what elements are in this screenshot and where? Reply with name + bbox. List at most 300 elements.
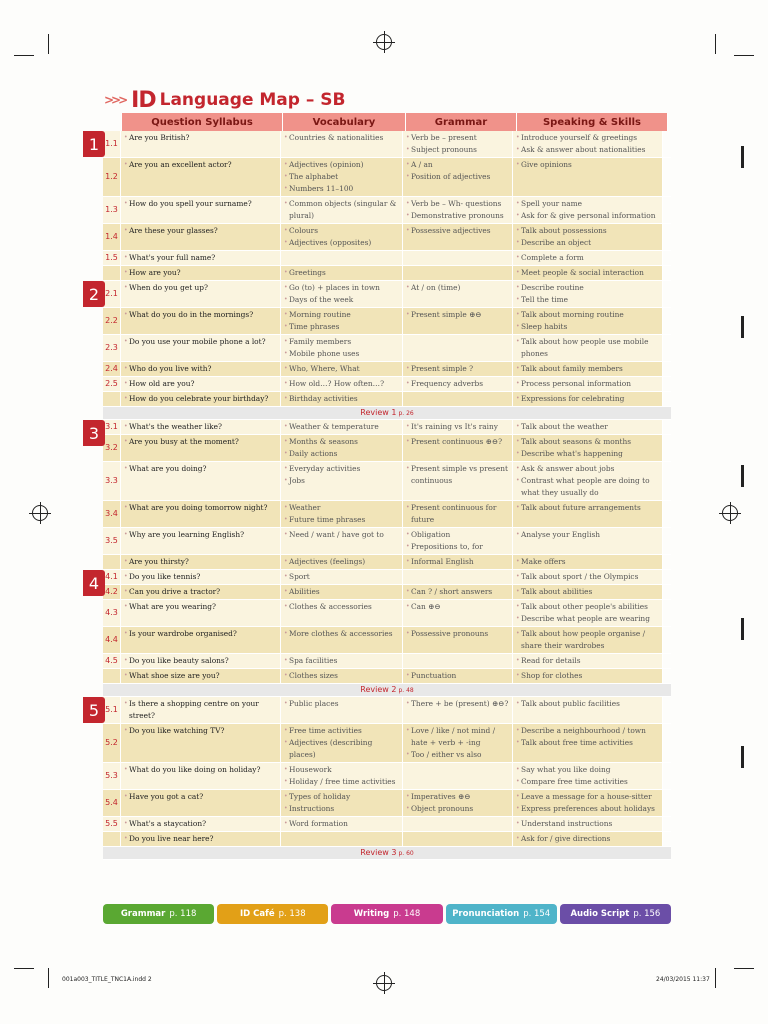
crop-mark [48, 34, 49, 54]
footer-link-writing[interactable] [331, 904, 442, 924]
cell-item: • Describe a neighbourhood / town [516, 725, 659, 737]
question-cell [121, 600, 281, 626]
lesson-number: 2.1 [103, 281, 121, 307]
registration-mark-icon [32, 505, 48, 521]
skills-cell [513, 654, 663, 668]
cell-item: • Months & seasons [284, 436, 399, 448]
table-row [103, 832, 671, 847]
cell-item: • Who, Where, What [284, 363, 399, 375]
vocabulary-cell [281, 224, 403, 250]
table-header [103, 113, 671, 131]
cell-item: • Why are you learning English? [124, 529, 277, 541]
cell-item: • There + be (present) ⊕⊖? [406, 698, 509, 710]
table-row [103, 654, 671, 669]
header-question-syllabus: Question Syllabus [122, 113, 283, 131]
question-cell [121, 224, 281, 250]
skills-cell [513, 281, 663, 307]
lesson-number: 5.1 [103, 697, 121, 723]
question-cell [121, 763, 281, 789]
skills-cell [513, 251, 663, 265]
grammar-cell [403, 435, 513, 461]
table-row [103, 570, 671, 585]
page-title [104, 86, 346, 114]
table-row [103, 377, 671, 392]
cell-item: • Talk about how people organise / share their wardrobes [516, 628, 659, 652]
skills-cell [513, 501, 663, 527]
table-row [103, 600, 671, 627]
cell-item: • Word formation [284, 818, 399, 830]
cell-item: • What do you like doing on holiday? [124, 764, 277, 776]
cell-item: • Do you use your mobile phone a lot? [124, 336, 277, 348]
question-cell [121, 501, 281, 527]
lesson-number: 5.2 [103, 724, 121, 762]
cell-item: • What's your full name? [124, 252, 277, 264]
cell-item: • Verb be – Wh- questions [406, 198, 509, 210]
cell-item: • Is your wardrobe organised? [124, 628, 277, 640]
cell-item: • Describe what people are wearing [516, 613, 659, 625]
grammar-cell [403, 335, 513, 361]
crop-mark [14, 968, 34, 969]
registration-mark-icon [376, 975, 392, 991]
skills-cell [513, 790, 663, 816]
grammar-cell [403, 251, 513, 265]
cell-item: • Housework [284, 764, 399, 776]
lesson-number: 1.2 [103, 158, 121, 196]
cell-item: • Possessive adjectives [406, 225, 509, 237]
vocabulary-cell [281, 420, 403, 434]
cell-item: • Contrast what people are doing to what they usually do [516, 475, 659, 499]
skills-cell [513, 585, 663, 599]
cell-item: • What's the weather like? [124, 421, 277, 433]
vocabulary-cell [281, 308, 403, 334]
cell-item: • Ask & answer about nationalities [516, 144, 659, 156]
unit-badge: 2 [83, 281, 105, 307]
vocabulary-cell [281, 627, 403, 653]
grammar-cell [403, 763, 513, 789]
grammar-cell [403, 501, 513, 527]
question-cell [121, 420, 281, 434]
footer-link-label: Pronunciation [452, 909, 520, 919]
vocabulary-cell [281, 570, 403, 584]
grammar-cell [403, 377, 513, 391]
review-row [103, 684, 671, 697]
question-cell [121, 435, 281, 461]
grammar-cell [403, 600, 513, 626]
vocabulary-cell [281, 555, 403, 569]
lesson-number: 4.3 [103, 600, 121, 626]
cell-item: • Talk about other people's abilities [516, 601, 659, 613]
cell-item: • Expressions for celebrating [516, 393, 659, 405]
skills-cell [513, 158, 663, 196]
skills-cell [513, 266, 663, 280]
cell-item: • How are you? [124, 267, 277, 279]
cell-item: • Meet people & social interaction [516, 267, 659, 279]
cell-item: • Verb be – present [406, 132, 509, 144]
question-cell [121, 362, 281, 376]
cell-item: • How do you celebrate your birthday? [124, 393, 277, 405]
cell-item: • Ask for & give personal information [516, 210, 659, 222]
lesson-number: 4.4 [103, 627, 121, 653]
review-page: p. 60 [398, 850, 414, 857]
cell-item: • Is there a shopping centre on your street? [124, 698, 277, 722]
lesson-number: 2.4 [103, 362, 121, 376]
lesson-number: 1.3 [103, 197, 121, 223]
footer-link-label: Writing [353, 909, 390, 919]
crop-mark [734, 55, 754, 56]
question-cell [121, 251, 281, 265]
skills-cell [513, 197, 663, 223]
cell-item: • Talk about family members [516, 363, 659, 375]
grammar-cell [403, 362, 513, 376]
cell-item: • Time phrases [284, 321, 399, 333]
cell-item: • Analyse your English [516, 529, 659, 541]
cell-item: • Talk about morning routine [516, 309, 659, 321]
skills-cell [513, 697, 663, 723]
cell-item: • Adjectives (opposites) [284, 237, 399, 249]
cell-item: • Everyday activities [284, 463, 399, 475]
vocabulary-cell [281, 462, 403, 500]
table-row [103, 266, 671, 281]
grammar-cell [403, 627, 513, 653]
table-row [103, 724, 671, 763]
grammar-cell [403, 669, 513, 683]
cell-item: • Give opinions [516, 159, 659, 171]
cell-item: • What's a staycation? [124, 818, 277, 830]
cell-item: • Too / either vs also [406, 749, 509, 761]
cell-item: • Spa facilities [284, 655, 399, 667]
footer-link-page: p. 154 [523, 909, 551, 919]
grammar-cell [403, 570, 513, 584]
cell-item: • Ask for / give directions [516, 833, 659, 845]
cell-item: • How old are you? [124, 378, 277, 390]
lesson-number: 4.2 [103, 585, 121, 599]
cell-item: • Read for details [516, 655, 659, 667]
vocabulary-cell [281, 435, 403, 461]
cell-item: • Spell your name [516, 198, 659, 210]
table-row [103, 817, 671, 832]
lesson-number: 2.5 [103, 377, 121, 391]
grammar-cell [403, 528, 513, 554]
cell-item: • Morning routine [284, 309, 399, 321]
cell-item: • Talk about the weather [516, 421, 659, 433]
lesson-number: 4.1 [103, 570, 121, 584]
footer-link-audio-script[interactable] [560, 904, 671, 924]
lesson-number: 1.1 [103, 131, 121, 157]
vocabulary-cell [281, 528, 403, 554]
cell-item: • Talk about sport / the Olympics [516, 571, 659, 583]
lesson-number: 3.2 [103, 435, 121, 461]
cell-item: • Ask & answer about jobs [516, 463, 659, 475]
table-row [103, 308, 671, 335]
skills-cell [513, 724, 663, 762]
grammar-cell [403, 158, 513, 196]
vocabulary-cell [281, 266, 403, 280]
language-map-table [103, 113, 671, 860]
cell-item: • Informal English [406, 556, 509, 568]
question-cell [121, 654, 281, 668]
cell-item: • Love / like / not mind / hate + verb + -ing [406, 725, 509, 749]
cell-item: • Can ⊕⊖ [406, 601, 509, 613]
crop-mark [734, 968, 754, 969]
cell-item: • Present simple vs present continuous [406, 463, 509, 487]
cell-item: • Numbers 11–100 [284, 183, 399, 195]
grammar-cell [403, 281, 513, 307]
header-vocabulary: Vocabulary [283, 113, 406, 131]
cell-item: • Family members [284, 336, 399, 348]
grammar-cell [403, 654, 513, 668]
header-grammar: Grammar [406, 113, 517, 131]
cell-item: • Shop for clothes [516, 670, 659, 682]
skills-cell [513, 763, 663, 789]
cell-item: • Punctuation [406, 670, 509, 682]
cell-item: • Sleep habits [516, 321, 659, 333]
vocabulary-cell [281, 281, 403, 307]
side-mark [741, 316, 744, 338]
lesson-number [103, 832, 121, 846]
crop-mark [48, 968, 49, 988]
skills-cell [513, 392, 663, 406]
review-page: p. 26 [398, 410, 414, 417]
cell-item: • Talk about possessions [516, 225, 659, 237]
question-cell [121, 158, 281, 196]
registration-mark-icon [722, 505, 738, 521]
vocabulary-cell [281, 724, 403, 762]
lesson-number: 2.2 [103, 308, 121, 334]
cell-item: • A / an [406, 159, 509, 171]
cell-item: • Greetings [284, 267, 399, 279]
skills-cell [513, 335, 663, 361]
skills-cell [513, 420, 663, 434]
table-row [103, 158, 671, 197]
grammar-cell [403, 832, 513, 846]
grammar-cell [403, 224, 513, 250]
unit-badge: 4 [83, 570, 105, 596]
crop-mark [715, 34, 716, 54]
lesson-number [103, 669, 121, 683]
footer-link-label: Audio Script [570, 909, 630, 919]
vocabulary-cell [281, 832, 403, 846]
question-cell [121, 392, 281, 406]
cell-item: • Frequency adverbs [406, 378, 509, 390]
table-row [103, 420, 671, 435]
vocabulary-cell [281, 817, 403, 831]
cell-item: • How old…? How often…? [284, 378, 399, 390]
vocabulary-cell [281, 790, 403, 816]
grammar-cell [403, 697, 513, 723]
cell-item: • Object pronouns [406, 803, 509, 815]
cell-item: • What are you wearing? [124, 601, 277, 613]
table-row [103, 131, 671, 158]
table-row [103, 763, 671, 790]
footer-link-page: p. 156 [633, 909, 661, 919]
question-cell [121, 281, 281, 307]
cell-item: • Mobile phone uses [284, 348, 399, 360]
question-cell [121, 528, 281, 554]
cell-item: • Free time activities [284, 725, 399, 737]
cell-item: • What do you do in the mornings? [124, 309, 277, 321]
question-cell [121, 335, 281, 361]
cell-item: • The alphabet [284, 171, 399, 183]
cell-item: • Types of holiday [284, 791, 399, 803]
cell-item: • Describe what's happening [516, 448, 659, 460]
unit-badge: 5 [83, 697, 105, 723]
cell-item: • Do you live near here? [124, 833, 277, 845]
footer-link-label: Grammar [120, 909, 166, 919]
cell-item: • Are you British? [124, 132, 277, 144]
review-row [103, 407, 671, 420]
review-page: p. 48 [398, 687, 414, 694]
vocabulary-cell [281, 501, 403, 527]
vocabulary-cell [281, 669, 403, 683]
side-mark [741, 465, 744, 487]
lesson-number: 2.3 [103, 335, 121, 361]
cell-item: • Adjectives (describing places) [284, 737, 399, 761]
table-row [103, 362, 671, 377]
unit-badge: 3 [83, 420, 105, 446]
skills-cell [513, 570, 663, 584]
table-row [103, 251, 671, 266]
side-mark [741, 746, 744, 768]
table-row [103, 669, 671, 684]
cell-item: • Can ? / short answers [406, 586, 509, 598]
cell-item: • Express preferences about holidays [516, 803, 659, 815]
cell-item: • Describe routine [516, 282, 659, 294]
cell-item: • What are you doing tomorrow night? [124, 502, 277, 514]
cell-item: • Compare free time activities [516, 776, 659, 788]
cell-item: • Do you like watching TV? [124, 725, 277, 737]
cell-item: • More clothes & accessories [284, 628, 399, 640]
question-cell [121, 790, 281, 816]
question-cell [121, 377, 281, 391]
question-cell [121, 585, 281, 599]
question-cell [121, 832, 281, 846]
vocabulary-cell [281, 585, 403, 599]
vocabulary-cell [281, 654, 403, 668]
crop-mark [14, 55, 34, 56]
table-row [103, 224, 671, 251]
cell-item: • Present continuous for future [406, 502, 509, 526]
cell-item: • Can you drive a tractor? [124, 586, 277, 598]
cell-item: • Abilities [284, 586, 399, 598]
review-label: Review 1 [360, 408, 397, 417]
cell-item: • Public places [284, 698, 399, 710]
cell-item: • How do you spell your surname? [124, 198, 277, 210]
lesson-number: 4.5 [103, 654, 121, 668]
cell-item: • Weather & temperature [284, 421, 399, 433]
lesson-number [103, 266, 121, 280]
cell-item: • Are you busy at the moment? [124, 436, 277, 448]
id-logo: ID [131, 87, 156, 113]
review-label: Review 3 [360, 848, 397, 857]
cell-item: • Leave a message for a house-sitter [516, 791, 659, 803]
cell-item: • Who do you live with? [124, 363, 277, 375]
cell-item: • Present continuous ⊕⊖? [406, 436, 509, 448]
cell-item: • Say what you like doing [516, 764, 659, 776]
cell-item: • Do you like beauty salons? [124, 655, 277, 667]
cell-item: • Need / want / have got to [284, 529, 399, 541]
question-cell [121, 817, 281, 831]
lesson-number: 3.5 [103, 528, 121, 554]
question-cell [121, 308, 281, 334]
skills-cell [513, 555, 663, 569]
lesson-number: 5.3 [103, 763, 121, 789]
cell-item: • Present simple ⊕⊖ [406, 309, 509, 321]
skills-cell [513, 832, 663, 846]
review-label: Review 2 [360, 685, 397, 694]
cell-item: • It's raining vs It's rainy [406, 421, 509, 433]
table-row [103, 335, 671, 362]
skills-cell [513, 462, 663, 500]
skills-cell [513, 377, 663, 391]
cell-item: • Colours [284, 225, 399, 237]
cell-item: • Talk about free time activities [516, 737, 659, 749]
grammar-cell [403, 131, 513, 157]
cell-item: • Introduce yourself & greetings [516, 132, 659, 144]
table-row [103, 555, 671, 570]
grammar-cell [403, 462, 513, 500]
cell-item: • At / on (time) [406, 282, 509, 294]
cell-item: • Understand instructions [516, 818, 659, 830]
footer-link-page: p. 138 [278, 909, 306, 919]
cell-item: • Weather [284, 502, 399, 514]
skills-cell [513, 600, 663, 626]
header-speaking-skills: Speaking & Skills [517, 113, 668, 131]
vocabulary-cell [281, 392, 403, 406]
question-cell [121, 627, 281, 653]
cell-item: • Describe an object [516, 237, 659, 249]
cell-item: • Instructions [284, 803, 399, 815]
crop-mark [715, 968, 716, 988]
cell-item: • Are these your glasses? [124, 225, 277, 237]
cell-item: • Future time phrases [284, 514, 399, 526]
grammar-cell [403, 392, 513, 406]
cell-item: • Talk about how people use mobile phones [516, 336, 659, 360]
lesson-number: 5.5 [103, 817, 121, 831]
cell-item: • Position of adjectives [406, 171, 509, 183]
grammar-cell [403, 197, 513, 223]
cell-item: • Do you like tennis? [124, 571, 277, 583]
unit-badge: 1 [83, 131, 105, 157]
table-row [103, 435, 671, 462]
cell-item: • Subject pronouns [406, 144, 509, 156]
print-date-info: 24/03/2015 11:37 [656, 976, 710, 983]
cell-item: • Prepositions to, for [406, 541, 509, 553]
cell-item: • Talk about abilities [516, 586, 659, 598]
skills-cell [513, 817, 663, 831]
vocabulary-cell [281, 158, 403, 196]
footer-nav [103, 904, 671, 924]
footer-link-pronunciation[interactable] [446, 904, 557, 924]
cell-item: • Birthday activities [284, 393, 399, 405]
lesson-number [103, 555, 121, 569]
lesson-number [103, 392, 121, 406]
cell-item: • Talk about future arrangements [516, 502, 659, 514]
vocabulary-cell [281, 377, 403, 391]
table-row [103, 585, 671, 600]
skills-cell [513, 435, 663, 461]
footer-link-grammar[interactable] [103, 904, 214, 924]
question-cell [121, 697, 281, 723]
skills-cell [513, 131, 663, 157]
side-mark [741, 618, 744, 640]
table-row [103, 392, 671, 407]
table-row [103, 281, 671, 308]
cell-item: • What are you doing? [124, 463, 277, 475]
lesson-number: 3.3 [103, 462, 121, 500]
cell-item: • Talk about seasons & months [516, 436, 659, 448]
footer-link-id-caf-[interactable] [217, 904, 328, 924]
question-cell [121, 555, 281, 569]
